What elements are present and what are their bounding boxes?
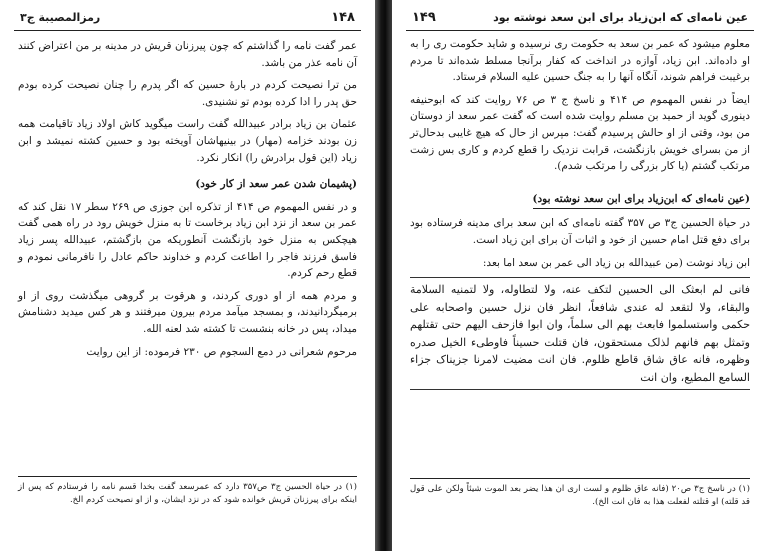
book-spine-gutter (375, 0, 392, 551)
footnote: (۱) در حیاة الحسین ج۳ ص۳۵۷ دارد که عمرسعد گفت بخدا قسم نامه را فرستادم که پس از اینکه برای پیرزنان قریش خوانده شود که در نزد ایشان، و از او نصیحت کردم الخ. (18, 476, 357, 507)
page-number: ۱۴۹ (412, 10, 436, 25)
footnote: (۱) در ناسخ ج۳ ص۲۰ (فانه عاق ظلوم و لست اری ان هذا یضر بعد الموت شیئاً ولکن علی قول قد قلته) او قتلته لفعلت هذا به فان انت الخ). (410, 478, 750, 509)
left-page (0, 0, 375, 551)
right-page-body (410, 36, 750, 396)
paragraph: و در نفس المهموم ص ۴۱۴ از تذکره ابن جوزی ص ۲۶۹ سطر ۱۷ نقل کند که عمر بن سعد از نزد ابن زیاد برخاست تا به منزل خویش رود در راه همی گفت هیچکس به منزل خود بازنگشت آنطوریکه من بازگشتم، عبیدالله پسر زیاد فاسق فرزند فاجر را اطاعت کردم و خداوند حاکم عادل را نافرمانی نمودم و قطع رحم کردم. (18, 200, 357, 280)
page-number: ۱۴۸ (331, 10, 355, 25)
running-title: عین نامه‌ای که ابن‌زیاد برای ابن سعد نوشته بود (493, 11, 748, 24)
paragraph: معلوم میشود که عمر بن سعد به حکومت ری نرسیده و شاید حکومت ری را به او داده‌اند. ابن زیاد، آوازه در انداخت که کفار برآنجا مسلط شده‌اند تا مردم برغیبت فراهم شوند، آنگاه آنها را به جنگ حسین علیه السلام فرستاد. (410, 38, 750, 84)
left-page-body (18, 38, 357, 366)
paragraph: من ترا نصیحت کردم در بارهٔ حسین که اگر پدرم را چنان نصیحت کرده بودم حق پدر را ادا کرده بودم تو نشنیدی. (18, 79, 357, 108)
paragraph: در حیاة الحسین ج۳ ص ۳۵۷ گفته نامه‌ای که ابن سعد برای مدینه فرستاده بود برای دفع قتل امام حسین از خود و اثبات آن برای ابن زیاد است. (410, 217, 750, 246)
paragraph: عمر گفت نامه را گذاشتم که چون پیرزنان قریش در مدینه بر من اعتراض کنند آن نامه عذر من باشد. (18, 40, 357, 69)
right-page-header (406, 8, 754, 31)
left-page-header (14, 8, 361, 31)
paragraph: مرحوم شعرانی در دمع السجوم ص ۲۳۰ فرموده: از این روایت (86, 345, 357, 358)
paragraph: عثمان بن زیاد برادر عبیدالله گفت راست میگوید کاش اولاد زیاد تاقیامت همه زن بودند خزامه (مهار) در بینیهاشان آویخته بود و حسین کشته نمیشد و ابن زیاد (این قول برادرش را) انکار نکرد. (18, 118, 357, 164)
arabic-letter-text: فانی لم ابعثک الی الحسین لتکف عنه، ولا لتطاوله، ولا لتمنیه السلامة والبقاء، ولا لتقعد له عندی شافعاً، انظر فان نزل حسین واصحابه علی حکمی واستسلموا فابعث بهم الی سلماً، وان ابوا فازحف الیهم حتی تقتلهم وتمثل بهم فانهم لذلک مستحقون، فان قتلت حسیناً فاوطیء الخیل صدره وظهره، فانه عاق شاق قاطع ظلوم. فان انت مضیت لامرنا جزیناک جزاء السامع المطیع، وان انت (410, 277, 750, 390)
section-heading: (پشیمان شدن عمر سعد از کار خود) (195, 178, 357, 191)
paragraph: ایضاً در نفس المهموم ص ۴۱۴ و ناسخ ج ۳ ص ۷۶ روایت کند که ابوحنیفه دینوری گوید از حمید بن مسلم روایت شده است که گفت عمر سعد از دوستان من بود، وقتی از او حالش پرسیدم گفت: مپرس از حال که هیچ غایبی بدحال‌تر از من بسرای خویش بازنگشت، قرابت نزدیک را قطع کردم و کاری بس زشت مرتکب گشتم (یا کار بزرگی را مرتکب شدم). (410, 93, 750, 173)
paragraph: و مردم همه از او دوری کردند، و هرقوت بر گروهی میگذشت روی از او برمیگردانیدند، و بمسجد میآمد مردم بیرون میرفتند و هر کس میدید دشنامش میداد، پس در خانه بنشست تا کشته شد لعنه الله. (18, 289, 357, 335)
paragraph: ابن زیاد نوشت (من عبیدالله بن زیاد الی عمر بن سعد اما بعد: (482, 256, 750, 269)
right-page (392, 0, 768, 551)
section-heading: (عین نامه‌ای که ابن‌زیاد برای ابن سعد نوشته بود) (533, 191, 750, 210)
running-title: رمزالمصیبة ج۳ (20, 11, 101, 24)
